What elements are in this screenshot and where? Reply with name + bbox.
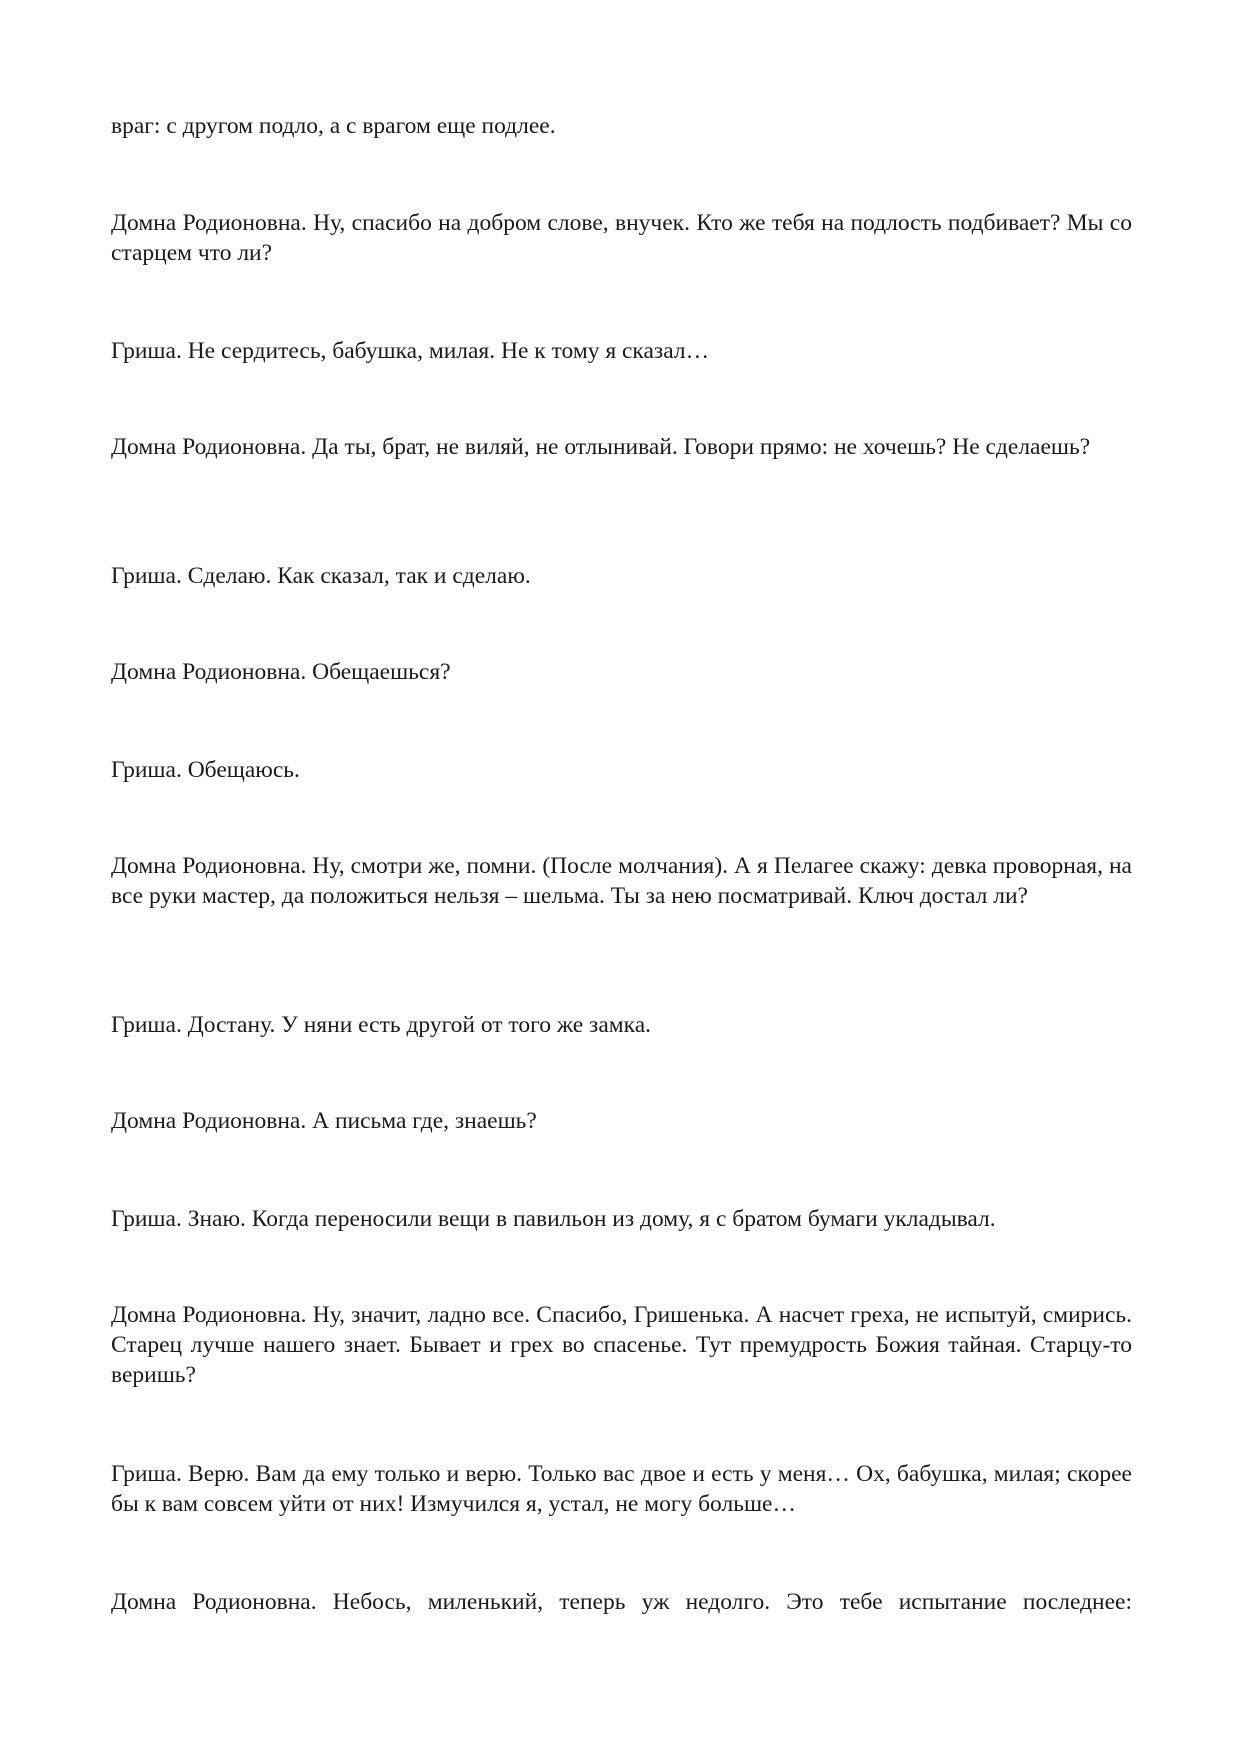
paragraph-11: Гриша. Знаю. Когда переносили вещи в павильон из дому, я с братом бумаги укладывал. xyxy=(111,1206,996,1232)
paragraph-8: Домна Родионовна. Ну, смотри же, помни. (После молчания). А я Пелагее скажу: девка проворная, на все руки мастер, да положиться нельзя – шельма. Ты за нею посматривай. Ключ достал ли? xyxy=(111,853,1132,909)
paragraph-7: Гриша. Обещаюсь. xyxy=(111,757,300,783)
paragraph-10: Домна Родионовна. А письма где, знаешь? xyxy=(111,1108,537,1134)
paragraph-12: Домна Родионовна. Ну, значит, ладно все. Спасибо, Гришенька. А насчет греха, не испытуй, смирись. Старец лучше нашего знает. Бывает и грех во спасенье. Тут премудрость Божия тайная. Старцу-то веришь? xyxy=(111,1302,1132,1388)
paragraph-2: Домна Родионовна. Ну, спасибо на добром слове, внучек. Кто же тебя на подлость подбивает? Мы со старцем что ли? xyxy=(111,210,1132,266)
paragraph-6: Домна Родионовна. Обещаешься? xyxy=(111,659,451,685)
paragraph-13: Гриша. Верю. Вам да ему только и верю. Только вас двое и есть у меня… Ох, бабушка, милая; скорее бы к вам совсем уйти от них! Измучился я, устал, не могу больше… xyxy=(111,1461,1132,1517)
paragraph-4: Домна Родионовна. Да ты, брат, не виляй, не отлынивай. Говори прямо: не хочешь? Не сделаешь? xyxy=(111,434,1091,460)
paragraph-14: Домна Родионовна. Небось, миленький, теперь уж недолго. Это тебе испытание последнее: xyxy=(111,1589,1132,1615)
paragraph-1: враг: с другом подло, а с врагом еще подлее. xyxy=(111,113,556,139)
paragraph-3: Гриша. Не сердитесь, бабушка, милая. Не к тому я сказал… xyxy=(111,338,710,364)
paragraph-9: Гриша. Достану. У няни есть другой от того же замка. xyxy=(111,1012,652,1038)
paragraph-5: Гриша. Сделаю. Как сказал, так и сделаю. xyxy=(111,563,531,589)
